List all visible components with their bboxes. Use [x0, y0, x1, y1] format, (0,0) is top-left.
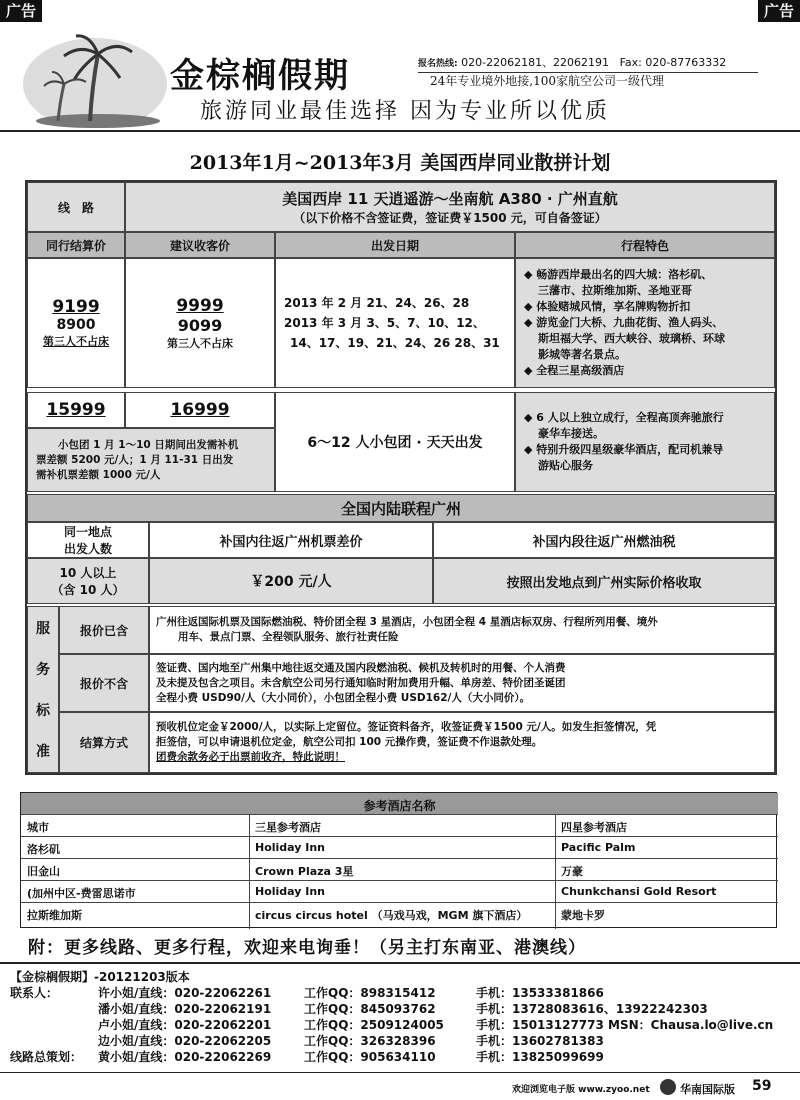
- contact-mobile: 手机：13728083616、13922242303: [476, 1002, 708, 1016]
- included-text: [149, 606, 775, 654]
- feature-line: 斯坦福大学、西大峡谷、玻璃桥、环球: [538, 332, 725, 345]
- group1-trade-price2: 8900: [56, 317, 96, 333]
- hotel-header-row: [21, 815, 778, 837]
- hotel-city: 洛杉矶: [27, 843, 60, 856]
- hotel-4star: 蒙地卡罗: [561, 909, 605, 922]
- connect-col3: 补国内段往返广州燃油税: [433, 522, 775, 558]
- group2-note-line: 小包团 1 月 1～10 日期间出发需补机: [58, 438, 239, 451]
- hotel-3star: Holiday Inn: [255, 885, 326, 898]
- excluded-label: 报价不含: [59, 654, 149, 712]
- col-retail-price: 建议收客价: [125, 232, 275, 258]
- contact-phone: 许小姐/直线：020-22062261: [98, 986, 272, 1000]
- service-side-label: [27, 606, 59, 773]
- connect-col1: [27, 522, 149, 558]
- contact-qq: 工作QQ：898315412: [304, 986, 436, 1000]
- group2-retail-price-cell: [125, 392, 275, 428]
- contact-mobile: 手机：13602781383: [476, 1034, 604, 1048]
- publication-icon: [660, 1079, 676, 1095]
- table-row: [21, 837, 778, 859]
- group1-trade-note: 第三人不占床: [43, 335, 109, 348]
- hotel-city: 拉斯维加斯: [27, 909, 82, 922]
- connect-row-fuel: 按照出发地点到广州实际价格收取: [433, 558, 775, 604]
- contact-phone: 边小姐/直线：020-22062205: [98, 1034, 272, 1048]
- group1-date-line: 14、17、19、21、24、26 28、31: [290, 336, 500, 350]
- feature-line: ◆ 体验赌城风情，享名牌购物折扣: [524, 300, 691, 313]
- group1-retail-note: 第三人不占床: [167, 336, 233, 350]
- table-row: [21, 881, 778, 903]
- included-label: 报价已含: [59, 606, 149, 654]
- agent-line: 24年专业境外地接,100家航空公司一级代理: [430, 74, 664, 88]
- group1-retail-price-cell: [125, 258, 275, 388]
- palm-tree-logo-icon: [20, 26, 170, 128]
- hotel-4star: 万豪: [561, 865, 583, 878]
- group2-trade-price-cell: [27, 392, 125, 428]
- route-note: （以下价格不含签证费，签证费￥1500 元，可自备签证）: [293, 211, 607, 225]
- fax-number: Fax: 020-87763332: [619, 56, 727, 69]
- contact-label: 联系人：: [10, 986, 59, 1000]
- group2-note-line: 票差额 5200 元/人；1 月 11-31 日出发: [36, 453, 234, 466]
- group1-date-line: 2013 年 3 月 3、5、7、10、12、: [284, 316, 485, 330]
- group2-features: [515, 392, 775, 492]
- connect-row-label-line: 10 人以上: [59, 566, 117, 580]
- hotel-3star: Holiday Inn: [255, 841, 326, 854]
- service-side-char: 服: [36, 620, 50, 637]
- connect-row-label: [27, 558, 149, 604]
- group2-retail-price: 16999: [170, 400, 230, 420]
- feature-line: ◆ 特别升级四星级豪华酒店，配司机兼导: [524, 443, 724, 456]
- hotel-table: [20, 792, 777, 928]
- service-side-char: 标: [36, 703, 50, 720]
- hotel-3star: circus circus hotel （马戏马戏，MGM 旗下酒店）: [255, 909, 528, 922]
- excluded-line: 及未提及包含之项目。未含航空公司另行通知临时附加费用升幅、单房差、特价团圣诞团: [156, 676, 566, 689]
- included-line: 用车、景点门票、全程领队服务、旅行社责任险: [178, 631, 399, 643]
- page-title: 2013年1月~2013年3月 美国西岸同业散拼计划: [189, 152, 611, 174]
- appendix: 附：更多线路、更多行程，欢迎来电询垂！（另主打东南亚、港澳线）: [28, 938, 586, 958]
- payment-line: 团费余款务必于出票前收齐，特此说明！: [156, 751, 345, 763]
- feature-line: 影城等著名景点。: [538, 348, 626, 361]
- contact-mobile: 手机：15013127773 MSN：Chausa.lo@live.cn: [476, 1018, 774, 1032]
- payment-label: 结算方式: [59, 712, 149, 773]
- connect-row-price: ￥200 元/人: [149, 558, 433, 604]
- group1-retail-price: 9999: [176, 295, 224, 316]
- contact-mobile: 手机：13533381866: [476, 986, 604, 1000]
- feature-line: ◆ 游览金门大桥、九曲花街、渔人码头、: [524, 316, 724, 329]
- group1-date-line: 2013 年 2 月 21、24、26、28: [284, 296, 470, 310]
- website: 欢迎浏览电子版 www.zyoo.net: [512, 1085, 650, 1095]
- table-row: [21, 859, 778, 881]
- group1-retail-price2: 9099: [177, 315, 223, 335]
- ad-label-left: 广告: [0, 0, 42, 22]
- excluded-line: 全程小费 USD90/人（大小同价），小包团全程小费 USD162/人（大小同价）。: [156, 691, 531, 704]
- slogan: 旅游同业最佳选择 因为专业所以优质: [200, 99, 610, 124]
- connect-col2: 补国内往返广州机票差价: [149, 522, 433, 558]
- contact-phone: 黄小姐/直线：020-22062269: [98, 1050, 272, 1064]
- col-features: 行程特色: [515, 232, 775, 258]
- page-footer-bar: [0, 1072, 800, 1100]
- table-row: [21, 903, 778, 925]
- contact-qq: 工作QQ：2509124005: [304, 1018, 444, 1032]
- included-line: 广州往返国际机票及国际燃油税、特价团全程 3 星酒店，小包团全程 4 星酒店标双房、行程所列用餐、境外: [156, 616, 658, 628]
- hotel-header-4star: 四星参考酒店: [561, 821, 627, 834]
- excluded-line: 签证费、国内地至广州集中地往返交通及国内段燃油税、候机及转机时的用餐、个人消费: [156, 661, 566, 674]
- hotel-header-3star: 三星参考酒店: [255, 821, 321, 834]
- publication: 华南国际版: [680, 1083, 735, 1096]
- ad-label-right: 广告: [758, 0, 800, 22]
- route-header: [125, 182, 775, 232]
- page-number: 59: [752, 1078, 772, 1094]
- feature-line: ◆ 6 人以上独立成行，全程高顶奔驰旅行: [524, 411, 724, 424]
- connect-col1-line: 同一地点: [63, 525, 112, 539]
- hotel-4star: Chunkchansi Gold Resort: [561, 885, 717, 898]
- route-name: 美国西岸 11 天逍遥游～坐南航 A380 · 广州直航: [282, 190, 618, 208]
- payment-line: 预收机位定金￥2000/人，以实际上定留位。签证资料备齐，收签证费￥1500 元/人。如发生拒签情况，凭: [156, 721, 657, 733]
- route-label: 线 路: [27, 182, 125, 232]
- connect-row-label-line: （含 10 人）: [51, 583, 125, 597]
- group1-dates: [275, 258, 515, 388]
- feature-line: 豪华车接送。: [538, 427, 604, 440]
- hotel-divider: [555, 815, 556, 929]
- hotline-label: 报名热线:: [418, 59, 458, 69]
- feature-line: ◆ 畅游西岸最出名的四大城：洛杉矶、: [524, 268, 713, 281]
- contact-qq: 工作QQ：845093762: [304, 1002, 436, 1016]
- group1-features: [515, 258, 775, 388]
- connect-col1-line: 出发人数: [63, 542, 112, 556]
- group2-note: [27, 428, 275, 492]
- brand-name: 金棕榈假期: [170, 56, 350, 96]
- service-side-char: 务: [36, 661, 50, 678]
- group2-departure-cell: [275, 392, 515, 492]
- connect-title: 全国内陆联程广州: [27, 494, 775, 522]
- feature-line: 三藩市、拉斯维加斯、圣地亚哥: [538, 284, 692, 297]
- hotel-title-row: [21, 793, 778, 815]
- contact-qq: 工作QQ：326328396: [304, 1034, 436, 1048]
- payment-text: [149, 712, 775, 773]
- hotel-header-city: 城市: [27, 821, 49, 834]
- contact-phone: 潘小姐/直线：020-22062191: [98, 1002, 272, 1016]
- excluded-text: [149, 654, 775, 712]
- hotel-4star: Pacific Palm: [561, 841, 636, 854]
- col-departure: 出发日期: [275, 232, 515, 258]
- service-side-char: 准: [36, 744, 50, 761]
- footer: [0, 962, 800, 1070]
- payment-line: 拒签信，可以申请退机位定金，航空公司扣 100 元操作费，签证费不作退款处理。: [156, 736, 543, 748]
- group1-trade-price: 9199: [52, 297, 100, 317]
- feature-line: 游贴心服务: [538, 459, 593, 472]
- group2-departure: 6～12 人小包团 · 天天出发: [307, 435, 483, 451]
- hotel-city: (加州中区-费雷思诺市: [27, 887, 136, 900]
- group1-trade-price-cell: [27, 258, 125, 388]
- hotel-divider: [249, 815, 250, 929]
- hotline-line: [418, 54, 758, 73]
- hotel-title: 参考酒店名称: [363, 799, 436, 813]
- hotline-number: 020-22062181、22062191: [461, 56, 610, 69]
- hotel-3star: Crown Plaza 3星: [255, 865, 354, 878]
- hotel-city: 旧金山: [27, 865, 60, 878]
- contact-mobile: 手机：13825099699: [476, 1050, 604, 1064]
- group2-note-line: 需补机票差额 1000 元/人: [36, 468, 161, 481]
- feature-line: ◆ 全程三星高级酒店: [524, 364, 625, 377]
- col-trade-price: 同行结算价: [27, 232, 125, 258]
- contact-qq: 工作QQ：905634110: [304, 1050, 436, 1064]
- planner-label: 线路总策划：: [10, 1050, 83, 1064]
- contact-phone: 卢小姐/直线：020-22062201: [98, 1018, 272, 1032]
- header: [0, 8, 800, 132]
- version: 【金棕榈假期】-20121203版本: [10, 970, 190, 984]
- group2-trade-price: 15999: [46, 400, 106, 420]
